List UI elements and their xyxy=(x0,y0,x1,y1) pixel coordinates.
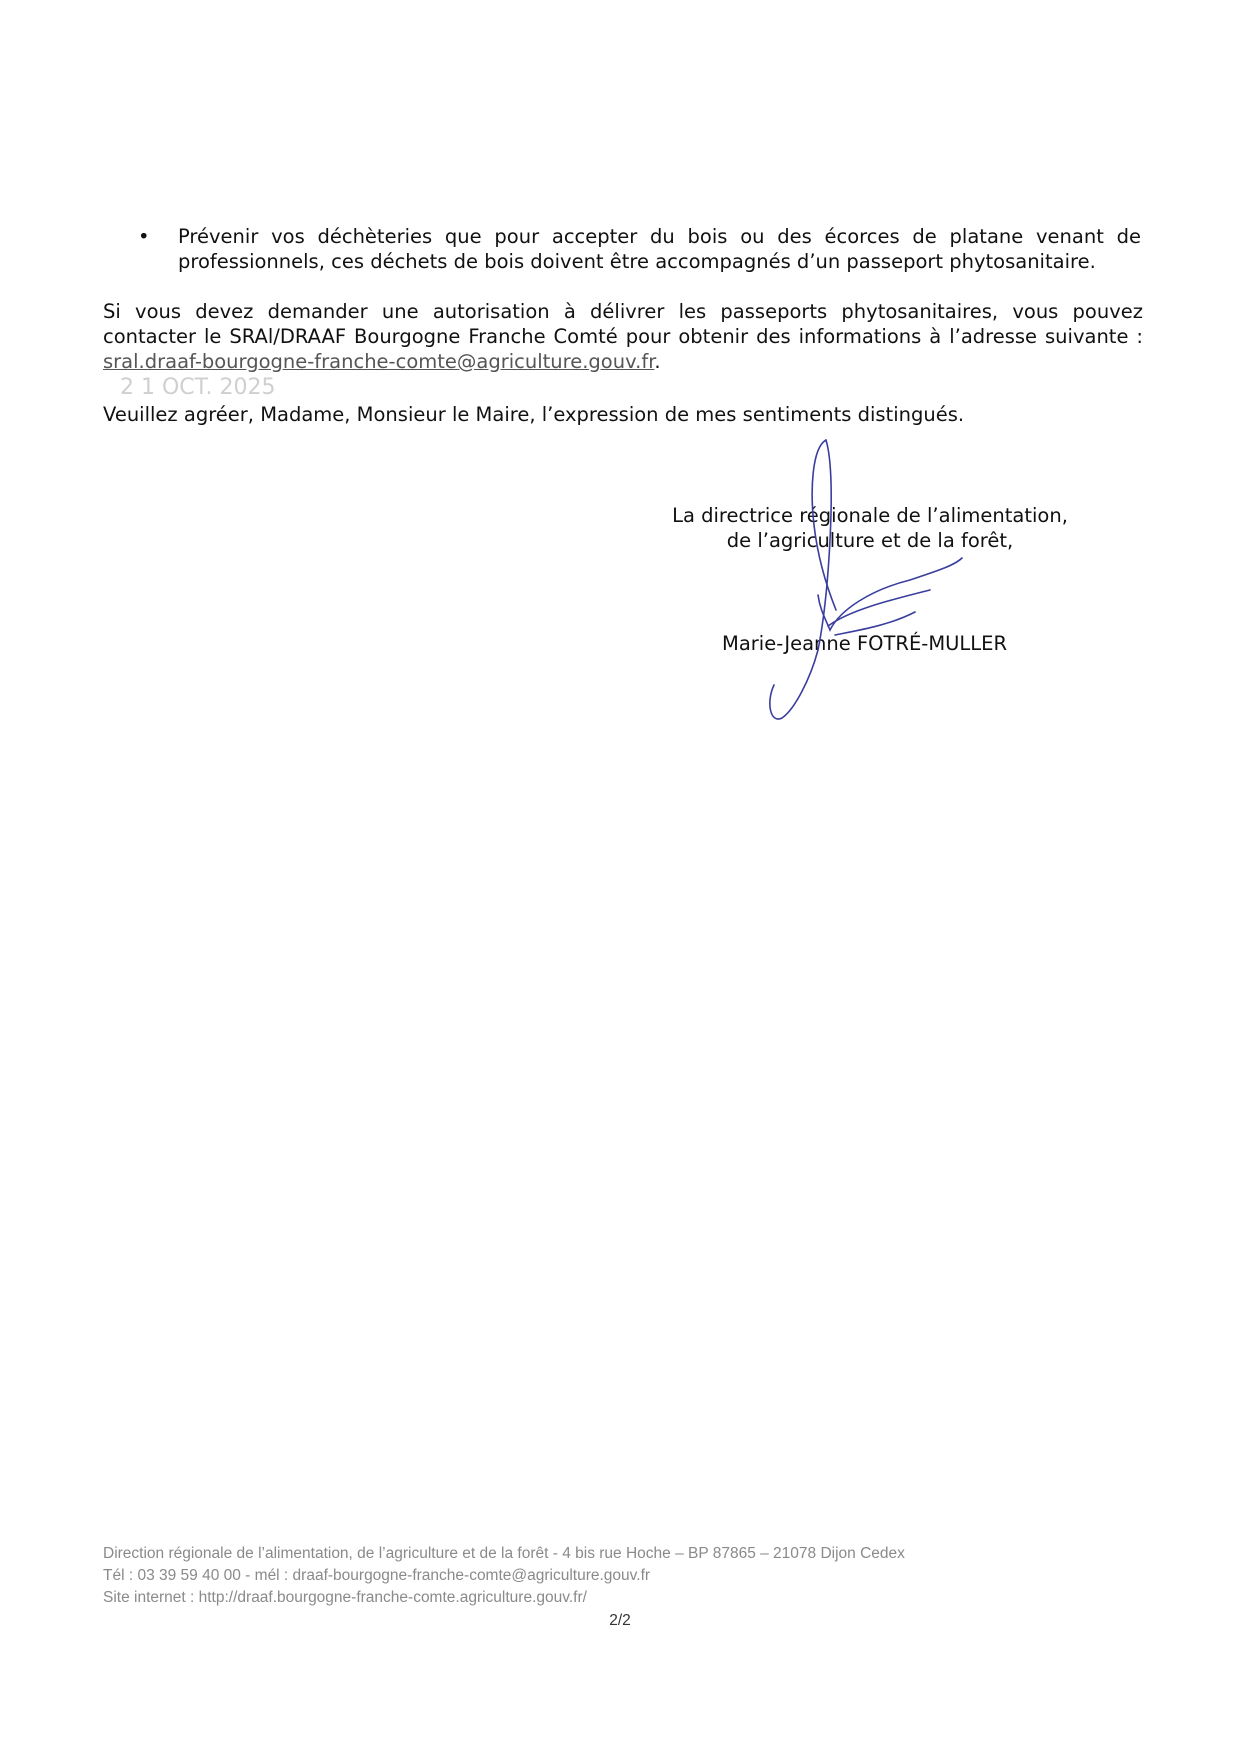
signature-title-line-1: La directrice régionale de l’alimentation, xyxy=(672,504,1068,527)
signature-title-line-2: de l’agriculture et de la forêt, xyxy=(726,529,1014,552)
footer-address: Direction régionale de l’alimentation, de l’agriculture et de la forêt - 4 bis rue Hoche – BP 87865 – 21078 Dijon Cedex xyxy=(103,1545,905,1562)
paragraph-line-1: Si vous devez demander une autorisation à délivrer les passeports phytosanitaires, vous pouvez xyxy=(103,300,1143,323)
footer-contact: Tél : 03 39 59 40 00 - mél : draaf-bourgogne-franche-comte@agriculture.gouv.fr xyxy=(103,1567,651,1584)
signer-name: Marie-Jeanne FOTRÉ-MULLER xyxy=(722,632,1008,655)
received-date-stamp xyxy=(120,372,280,400)
stamp-text: 2 1 OCT. 2025 xyxy=(120,375,276,400)
bullet-line-2: professionnels, ces déchets de bois doivent être accompagnés d’un passeport phytosanitaire. xyxy=(178,250,1096,273)
bullet-text xyxy=(178,224,1141,274)
footer xyxy=(103,1543,905,1609)
paragraph-line-3 xyxy=(103,349,1143,374)
paragraph-line-2: contacter le SRAl/DRAAF Bourgogne Franche Comté pour obtenir des informations à l’adresse suivante : xyxy=(103,325,1143,348)
page-number xyxy=(0,1612,1240,1630)
bullet-line-1: Prévenir vos déchèteries que pour accepter du bois ou des écorces de platane venant de xyxy=(178,225,1141,248)
closing-formula: Veuillez agréer, Madame, Monsieur le Maire, l’expression de mes sentiments distingués. xyxy=(103,403,965,426)
footer-website: Site internet : http://draaf.bourgogne-franche-comte.agriculture.gouv.fr/ xyxy=(103,1589,587,1606)
email-suffix: . xyxy=(654,350,661,373)
handwritten-signature xyxy=(740,430,980,730)
email-link[interactable]: sral.draaf-bourgogne-franche-comte@agriculture.gouv.fr xyxy=(103,350,655,373)
bullet-symbol: • xyxy=(138,225,150,248)
page-number-text: 2/2 xyxy=(609,1612,631,1629)
contact-paragraph xyxy=(103,299,1143,374)
